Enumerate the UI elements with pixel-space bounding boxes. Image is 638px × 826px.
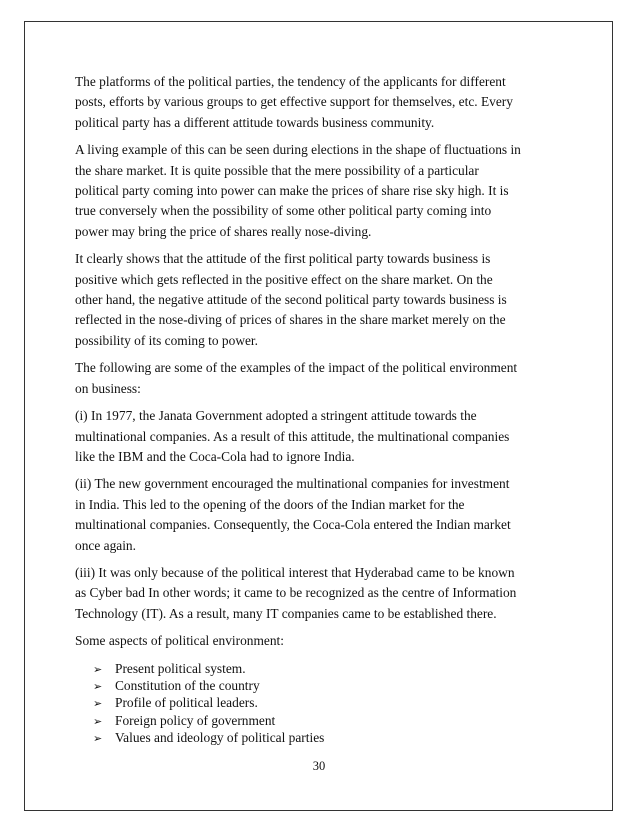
list-item-text: Profile of political leaders. <box>115 695 258 711</box>
arrow-bullet-icon: ➢ <box>93 697 103 711</box>
list-item-text: Present political system. <box>115 660 246 676</box>
text-line: (i) In 1977, the Janata Government adopted a stringent attitude towards the <box>75 408 477 424</box>
document-body <box>75 72 575 747</box>
text-line: posts, efforts by various groups to get effective support for themselves, etc. Every <box>75 94 513 110</box>
list-item <box>93 729 575 746</box>
text-line: It clearly shows that the attitude of the first political party towards business is <box>75 251 491 267</box>
political-aspects-list <box>75 660 575 747</box>
text-line: true conversely when the possibility of some other political party coming into <box>75 203 492 219</box>
list-item <box>93 677 575 694</box>
list-item-text: Foreign policy of government <box>115 712 276 728</box>
text-line: political party has a different attitude towards business community. <box>75 114 435 130</box>
list-item <box>93 712 575 729</box>
paragraph-example-ii <box>75 474 575 556</box>
text-line: as Cyber bad In other words; it came to be recognized as the centre of Information <box>75 585 517 601</box>
paragraph-examples-intro <box>75 358 575 399</box>
text-line: (ii) The new government encouraged the multinational companies for investment <box>75 476 510 492</box>
text-line: The following are some of the examples of the impact of the political environment <box>75 360 518 376</box>
paragraph-example-i <box>75 406 575 467</box>
arrow-bullet-icon: ➢ <box>93 714 103 728</box>
text-line: Some aspects of political environment: <box>75 633 284 649</box>
text-line: The platforms of the political parties, the tendency of the applicants for different <box>75 74 506 89</box>
text-line: Technology (IT). As a result, many IT companies came to be established there. <box>75 605 497 621</box>
arrow-bullet-icon: ➢ <box>93 732 103 746</box>
list-item <box>93 694 575 711</box>
paragraph-aspects-heading <box>75 631 575 651</box>
paragraph-share-market-example <box>75 140 575 242</box>
text-line: power may bring the price of shares really nose-diving. <box>75 223 372 239</box>
list-item-text: Constitution of the country <box>115 677 260 693</box>
text-line: reflected in the nose-diving of prices of shares in the share market merely on the <box>75 312 506 328</box>
paragraph-party-attitude <box>75 249 575 351</box>
text-line: possibility of its coming to power. <box>75 332 259 348</box>
text-line: other hand, the negative attitude of the second political party towards business is <box>75 292 507 308</box>
text-line: in India. This led to the opening of the doors of the Indian market for the <box>75 496 465 512</box>
text-line: like the IBM and the Coca-Cola had to ignore India. <box>75 448 355 464</box>
text-line: positive which gets reflected in the positive effect on the share market. On the <box>75 271 493 287</box>
list-item-text: Values and ideology of political parties <box>115 730 325 746</box>
text-line: political party coming into power can make the prices of share rise sky high. It is <box>75 183 509 199</box>
text-line: A living example of this can be seen during elections in the shape of fluctuations in <box>75 142 521 158</box>
text-line: multinational companies. Consequently, the Coca-Cola entered the Indian market <box>75 517 511 533</box>
arrow-bullet-icon: ➢ <box>93 679 103 693</box>
text-line: once again. <box>75 537 136 553</box>
paragraph-political-platforms <box>75 72 575 133</box>
text-line: (iii) It was only because of the political interest that Hyderabad came to be known <box>75 564 515 580</box>
page-number: 30 <box>312 759 326 773</box>
paragraph-example-iii <box>75 563 575 624</box>
arrow-bullet-icon: ➢ <box>93 662 103 676</box>
text-line: the share market. It is quite possible that the mere possibility of a particular <box>75 162 479 178</box>
text-line: multinational companies. As a result of this attitude, the multinational companies <box>75 428 510 444</box>
list-item <box>93 660 575 677</box>
text-line: on business: <box>75 380 141 396</box>
